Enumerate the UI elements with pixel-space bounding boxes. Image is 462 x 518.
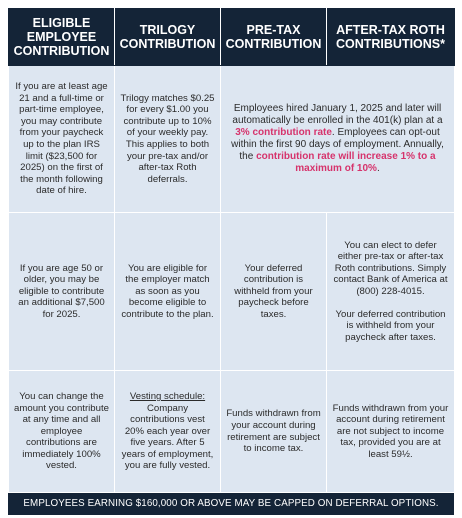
header-after-tax-roth-contributions: AFTER-TAX ROTH CONTRIBUTIONS*: [327, 9, 455, 66]
employer-match-cell: Trilogy matches $0.25 for every $1.00 you contribute up to 10% of your weekly pay. This applies to both your pre-tax and/or after-tax Roth deferrals.: [115, 66, 221, 213]
pre-tax-withdrawal-cell: Funds withdrawn from your account during retirement are subject to income tax.: [221, 371, 327, 493]
vesting-schedule-cell: [115, 371, 221, 493]
header-trilogy-contribution: TRILOGY CONTRIBUTION: [115, 9, 221, 66]
vesting-schedule-text: Company contributions vest 20% each year over five years. After 5 years of employment, you are fully vested.: [121, 402, 214, 472]
pre-tax-withholding-cell: Your deferred contribution is withheld from your paycheck before taxes.: [221, 213, 327, 371]
table-row: [9, 213, 455, 371]
contribution-info-sheet: [8, 8, 454, 511]
eligibility-cell: If you are at least age 21 and a full-time or part-time employee, you may contribute from your paycheck up to the plan IRS limit ($23,500 for 2025) on the first of the month following date of hire.: [9, 66, 115, 213]
contribution-table: [8, 8, 455, 493]
contribution-rate-highlight: 3% contribution rate: [235, 127, 332, 138]
rate-increase-highlight: contribution rate will increase 1% to a maximum of 10%: [256, 151, 436, 174]
vesting-schedule-title: Vesting schedule:: [129, 390, 206, 402]
match-eligibility-cell: You are eligible for the employer match as soon as you become eligible to contribute to the plan.: [115, 213, 221, 371]
roth-withholding-text: Your deferred contribution is withheld from your paycheck after taxes.: [335, 308, 446, 343]
deferral-cap-footer: EMPLOYEES EARNING $160,000 OR ABOVE MAY BE CAPPED ON DEFERRAL OPTIONS.: [8, 493, 454, 515]
table-row: [9, 66, 455, 213]
header-eligible-employee-contribution: ELIGIBLE EMPLOYEE CONTRIBUTION: [9, 9, 115, 66]
header-row: [9, 9, 455, 66]
roth-election-cell: [327, 213, 455, 371]
vesting-employee-cell: You can change the amount you contribute at any time and all employee contributions are immediately 100% vested.: [9, 371, 115, 493]
auto-enroll-text-2: . Employees can opt-out within the first 90 days of employment. Annually, the: [231, 127, 444, 162]
table-row: [9, 371, 455, 493]
auto-enroll-text-1: Employees hired January 1, 2025 and later will automatically be enrolled in the 401(k) plan at a: [232, 103, 443, 126]
catch-up-contribution-cell: If you are age 50 or older, you may be eligible to contribute an additional $7,500 for 2025.: [9, 213, 115, 371]
auto-enrollment-cell: [221, 66, 455, 213]
roth-withdrawal-cell: Funds withdrawn from your account during retirement are not subject to income tax, provided you are at least 59½.: [327, 371, 455, 493]
auto-enroll-text-3: .: [376, 163, 380, 174]
header-pre-tax-contribution: PRE-TAX CONTRIBUTION: [221, 9, 327, 66]
roth-election-text: You can elect to defer either pre-tax or after-tax Roth contributions. Simply contact Bank of America at (800) 228-4015.: [333, 239, 448, 297]
